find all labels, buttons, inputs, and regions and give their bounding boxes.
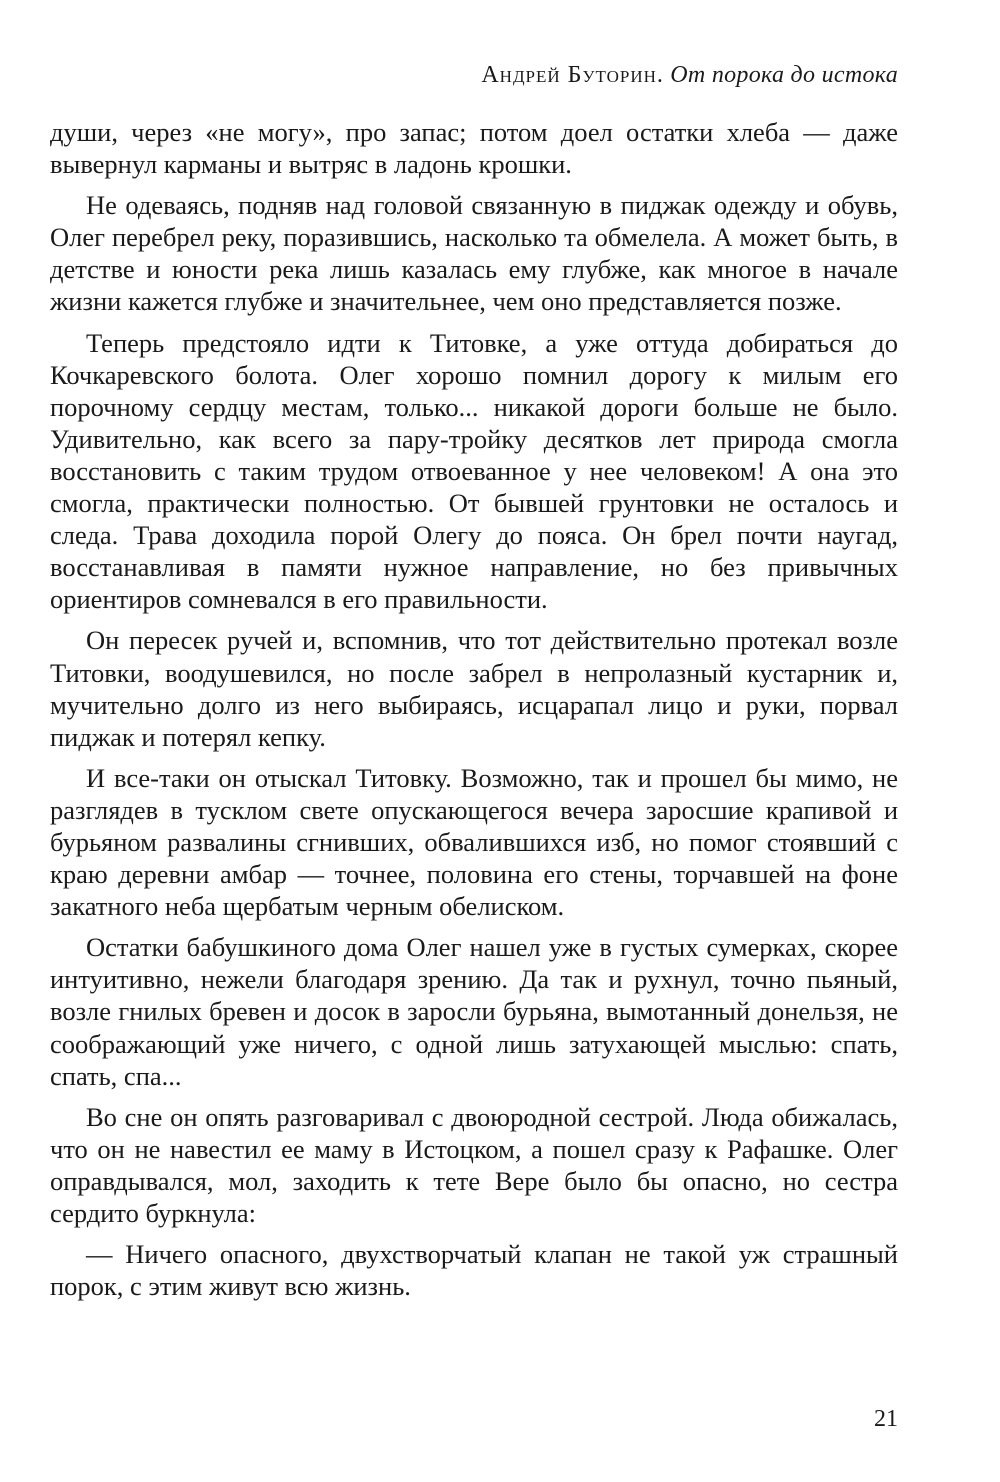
paragraph-2: Не одеваясь, подняв над головой связанную в пиджак одежду и обувь, Олег перебрел реку, поразившись, насколько та обмелела. А может быть, в детстве и юности река лишь казалась ему глубже, как многое в начале жизни кажется глубже и значительнее, чем оно представляется позже. — [50, 190, 898, 317]
running-head-title: От порока до истока — [670, 62, 898, 88]
paragraph-3: Теперь предстояло идти к Титовке, а уже оттуда добираться до Кочкаревского болота. Олег хорошо помнил дорогу к милым его порочному сердцу местам, только... никакой дороги больше не было. Удивительно, как всего за пару-тройку десятков лет природа смогла восстановить с таким трудом отвоеванное у нее человеком! А она это смогла, практически полностью. От бывшей грунтовки не осталось и следа. Трава доходила порой Олегу до пояса. Он брел почти наугад, восстанавливая в памяти нужное направление, но без привычных ориентиров сомневался в его правильности. — [50, 327, 898, 615]
book-page — [50, 0, 898, 1482]
paragraph-8: — Ничего опасного, двухстворчатый клапан не такой уж страшный порок, с этим живут всю жизнь. — [50, 1239, 898, 1302]
paragraph-6: Остатки бабушкиного дома Олег нашел уже в густых сумерках, скорее интуитивно, нежели благодаря зрению. Да так и рухнул, точно пьяный, возле гнилых бревен и досок в заросли бурьяна, вымотанный донельзя, не соображающий уже ничего, с одной лишь затухающей мыслью: спать, спать, спа... — [50, 932, 898, 1091]
paragraph-4: Он пересек ручей и, вспомнив, что тот действительно протекал возле Титовки, воодушевился, но после забрел в непролазный кустарник и, мучительно долго из него выбираясь, исцарапал лицо и руки, порвал пиджак и потерял кепку. — [50, 625, 898, 752]
paragraph-1: души, через «не могу», про запас; потом доел остатки хлеба — даже вывернул карманы и вытряс в ладонь крошки. — [50, 117, 898, 180]
paragraph-5: И все-таки он отыскал Титовку. Возможно, так и прошел бы мимо, не разглядев в тусклом свете опускающегося вечера заросшие крапивой и бурьяном развалины сгнивших, обвалившихся изб, но помог стоявший с краю деревни амбар — точнее, половина его стены, торчавшей на фоне закатного неба щербатым черным обелиском. — [50, 762, 898, 922]
running-head — [481, 62, 898, 89]
body-text — [50, 116, 898, 1311]
paragraph-7: Во сне он опять разговаривал с двоюродной сестрой. Люда обижалась, что он не навестил ее маму в Истоцком, а пошел сразу к Рафашке. Олег оправдывался, мол, заходить к тете Вере было бы опасно, но сестра сердито буркнула: — [50, 1101, 898, 1228]
page-number: 21 — [874, 1406, 898, 1432]
running-head-author: Андрей Буторин. — [481, 62, 664, 88]
